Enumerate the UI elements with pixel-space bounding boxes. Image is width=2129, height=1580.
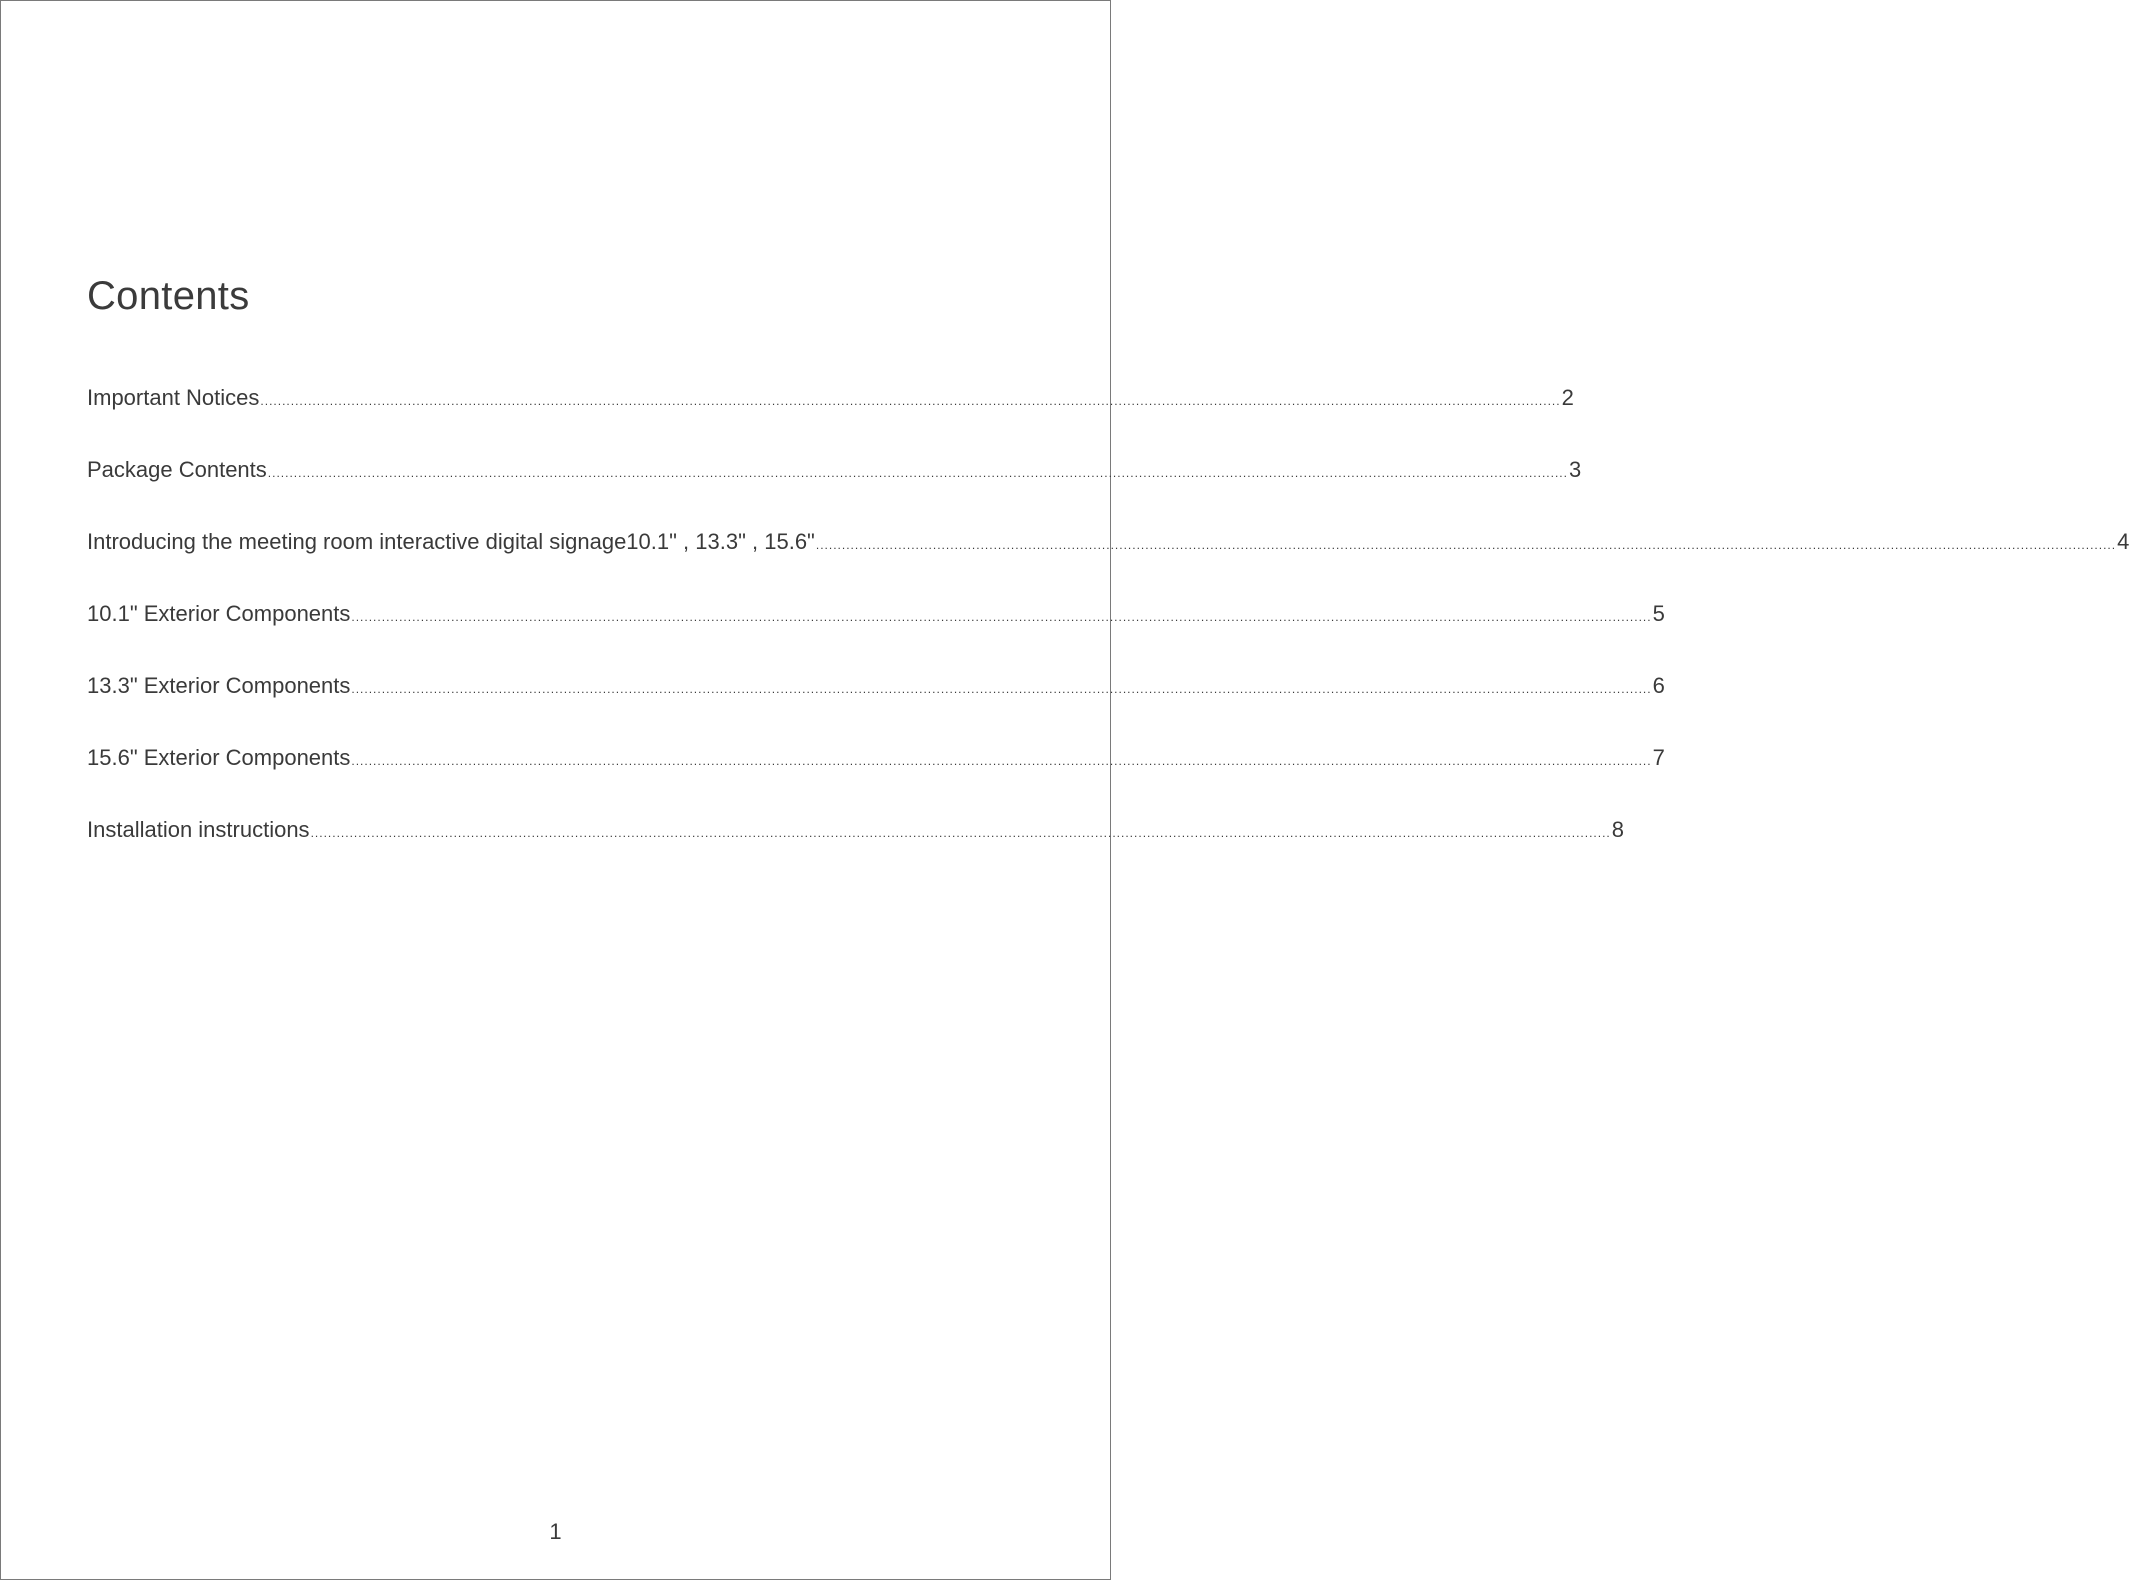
toc-entry-page: 4 [2117,529,2129,554]
toc-entry-page: 6 [1652,673,1665,698]
toc-leader-dots: ............................................................................................................................................................................................................................................................................................................ [351,682,1652,696]
toc-entry-label: 15.6" Exterior Components [87,745,351,770]
toc-entry[interactable] [87,526,2129,598]
toc-entry-page: 7 [1652,745,1665,770]
toc-leader-dots: ............................................................................................................................................................................................................................................................................................................ [310,826,1611,840]
toc-entry-label: Installation instructions [87,817,310,842]
toc-entry-page: 5 [1652,601,1665,626]
page-title: Contents [87,274,250,318]
toc-entry[interactable] [87,454,1582,526]
toc-entry[interactable] [87,814,1625,886]
toc-leader-dots: ............................................................................................................................................................................................................................................................................................................ [351,754,1652,768]
toc-entry[interactable] [87,382,1574,454]
table-of-contents [87,382,2129,886]
toc-entry-page: 2 [1561,385,1574,410]
toc-leader-dots: ............................................................................................................................................................................................................................................................................................................ [267,466,1568,480]
toc-entry[interactable] [87,742,1665,814]
toc-entry-page: 8 [1611,817,1625,842]
toc-entry[interactable] [87,670,1665,742]
toc-entry-label: Important Notices [87,385,260,410]
toc-leader-dots: ............................................................................................................................................................................................................................................................................................................ [815,538,2117,552]
page-number: 1 [549,1519,562,1544]
toc-leader-dots: ............................................................................................................................................................................................................................................................................................................ [260,394,1561,408]
toc-entry-label: Package Contents [87,457,267,482]
toc-entry-label: Introducing the meeting room interactive digital signage10.1" , 13.3" , 15.6" [87,529,815,554]
toc-entry-label: 13.3" Exterior Components [87,673,351,698]
toc-entry[interactable] [87,598,1665,670]
toc-leader-dots: ............................................................................................................................................................................................................................................................................................................ [351,610,1652,624]
toc-entry-page: 3 [1568,457,1582,482]
toc-entry-label: 10.1" Exterior Components [87,601,351,626]
